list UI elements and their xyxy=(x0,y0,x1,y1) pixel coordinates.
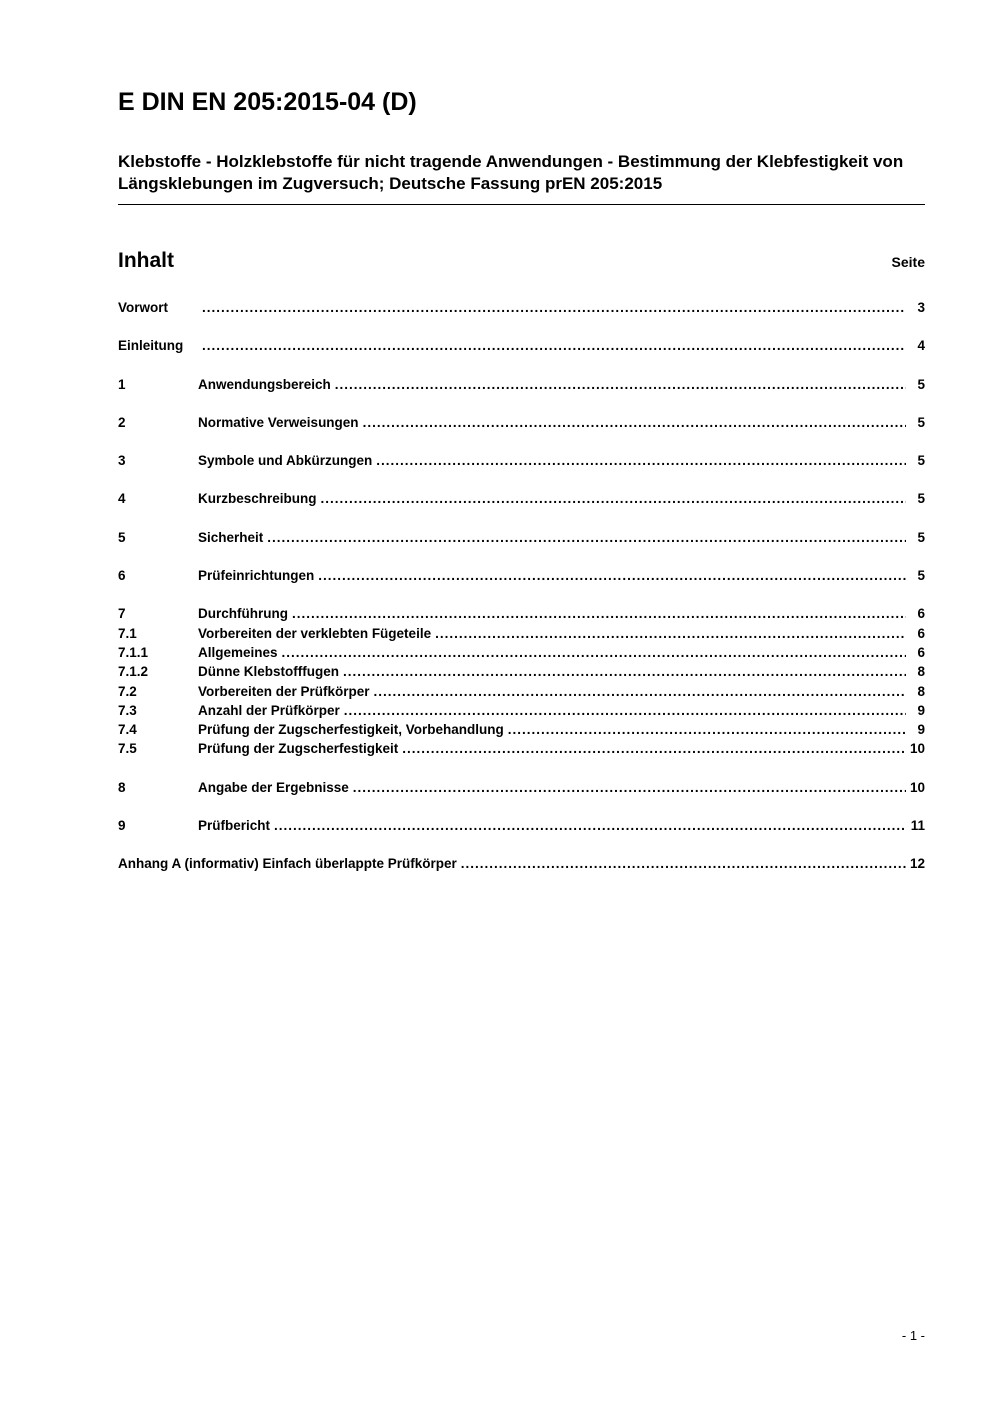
toc-entry-title: Prüfung der Zugscherfestigkeit, Vorbehandlung xyxy=(198,722,504,738)
toc-leader-dots xyxy=(292,604,906,623)
toc-entry xyxy=(118,643,925,662)
toc-leader-dots xyxy=(282,643,906,662)
toc-entry xyxy=(118,701,925,720)
toc-entry-number: 2 xyxy=(118,414,126,430)
toc-entry-title: Kurzbeschreibung xyxy=(198,491,317,507)
toc-entry-title: Symbole und Abkürzungen xyxy=(198,453,373,469)
toc-leader-dots xyxy=(267,528,906,547)
toc-entry-number: 7.5 xyxy=(118,741,137,757)
toc-leader-dots xyxy=(202,336,906,355)
toc-entry xyxy=(118,413,925,432)
toc-entry-title: Prüfung der Zugscherfestigkeit xyxy=(198,741,399,757)
toc-entry xyxy=(118,854,925,873)
toc-entry xyxy=(118,451,925,470)
toc-entry-number: 9 xyxy=(118,818,126,834)
toc-entry-page: 5 xyxy=(917,414,925,430)
toc-entry-number: 1 xyxy=(118,376,126,392)
toc-entry-page: 4 xyxy=(917,338,925,354)
toc-entry-title: Angabe der Ergebnisse xyxy=(198,779,349,795)
toc-entry-number: 8 xyxy=(118,779,126,795)
doc-number: E DIN EN 205:2015-04 (D) xyxy=(118,88,417,116)
toc-entry-page: 5 xyxy=(917,453,925,469)
toc-entry-number: 4 xyxy=(118,491,126,507)
toc-leader-dots xyxy=(343,662,906,681)
toc-entry-number: 7.1.1 xyxy=(118,644,149,660)
page-number-footer: - 1 - xyxy=(901,1328,925,1343)
toc-entry-title: Anwendungsbereich xyxy=(198,376,331,392)
toc-entry-page: 11 xyxy=(910,818,925,834)
toc-leader-dots xyxy=(374,682,906,701)
toc-entry-page: 9 xyxy=(917,702,925,718)
toc-entry-page: 10 xyxy=(909,779,925,795)
toc-entry-title: Vorbereiten der Prüfkörper xyxy=(198,683,370,699)
toc-entry-number: 7.2 xyxy=(118,683,137,699)
toc-entry-page: 6 xyxy=(917,625,925,641)
toc-entry xyxy=(118,336,925,355)
toc-entry-number: 7.1 xyxy=(118,625,137,641)
toc-entry xyxy=(118,720,925,739)
toc-entry xyxy=(118,682,925,701)
toc-leader-dots xyxy=(435,624,906,643)
toc-entry xyxy=(118,778,925,797)
toc-entry-page: 3 xyxy=(917,300,925,315)
toc-leader-dots xyxy=(318,566,906,585)
toc-list xyxy=(118,298,925,874)
toc-entry xyxy=(118,489,925,508)
toc-leader-dots xyxy=(274,816,906,835)
toc-entry-number: 6 xyxy=(118,568,126,584)
toc-entry xyxy=(118,604,925,623)
toc-leader-dots xyxy=(335,375,906,394)
toc-entry xyxy=(118,739,925,758)
toc-entry xyxy=(118,566,925,585)
toc-entry-title: Vorbereiten der verklebten Fügeteile xyxy=(198,625,432,641)
toc-entry-number: 7.3 xyxy=(118,702,137,718)
toc-entry-number: 5 xyxy=(118,529,126,545)
toc-entry-page: 8 xyxy=(917,683,925,699)
toc-entry-page: 5 xyxy=(917,568,925,584)
toc-entry-page: 5 xyxy=(917,491,925,507)
toc-entry-title: Prüfbericht xyxy=(198,818,271,834)
toc-leader-dots xyxy=(402,739,906,758)
toc-entry xyxy=(118,528,925,547)
toc-leader-dots xyxy=(321,489,906,508)
toc-entry-number: 3 xyxy=(118,453,126,469)
toc-leader-dots xyxy=(461,854,906,873)
toc-leader-dots xyxy=(376,451,906,470)
toc-entry-number: 7.4 xyxy=(118,722,137,738)
toc-entry-title: Anzahl der Prüfkörper xyxy=(198,702,340,718)
toc-entry-title: Allgemeines xyxy=(198,644,278,660)
toc-entry-page: 12 xyxy=(909,856,925,872)
toc-entry-title: Normative Verweisungen xyxy=(198,414,359,430)
toc-header xyxy=(118,249,925,273)
toc-entry-title: Vorwort xyxy=(118,300,168,315)
toc-entry xyxy=(118,298,925,317)
toc-entry xyxy=(118,816,925,835)
page-content xyxy=(118,0,925,874)
page-column-label: Seite xyxy=(891,254,925,270)
toc-heading: Inhalt xyxy=(118,249,174,272)
toc-entry-title: Prüfeinrichtungen xyxy=(198,568,315,584)
toc-entry xyxy=(118,375,925,394)
toc-entry-page: 6 xyxy=(917,644,925,660)
toc-leader-dots xyxy=(202,298,906,317)
toc-entry-page: 6 xyxy=(917,606,925,622)
toc-entry-title: Durchführung xyxy=(198,606,288,622)
toc-leader-dots xyxy=(508,720,906,739)
toc-leader-dots xyxy=(344,701,906,720)
toc-entry-page: 5 xyxy=(917,376,925,392)
toc-entry xyxy=(118,624,925,643)
doc-title: Klebstoffe - Holzklebstoffe für nicht tragende Anwendungen - Bestimmung der Klebfestigkeit von Längsklebungen im Zugversuch; Deutsche Fassung prEN 205:2015 xyxy=(118,151,925,205)
toc-entry-title: Sicherheit xyxy=(198,529,264,545)
toc-entry-page: 8 xyxy=(917,664,925,680)
toc-entry-title: Anhang A (informativ) Einfach überlappte Prüfkörper xyxy=(118,856,457,872)
toc-entry-title: Dünne Klebstofffugen xyxy=(198,664,339,680)
toc-entry-title: Einleitung xyxy=(118,338,184,354)
toc-entry xyxy=(118,662,925,681)
toc-leader-dots xyxy=(353,778,906,797)
toc-entry-page: 5 xyxy=(917,529,925,545)
toc-entry-page: 10 xyxy=(909,741,925,757)
toc-leader-dots xyxy=(363,413,906,432)
toc-entry-number: 7.1.2 xyxy=(118,664,149,680)
toc-entry-page: 9 xyxy=(917,722,925,738)
toc-entry-number: 7 xyxy=(118,606,126,622)
